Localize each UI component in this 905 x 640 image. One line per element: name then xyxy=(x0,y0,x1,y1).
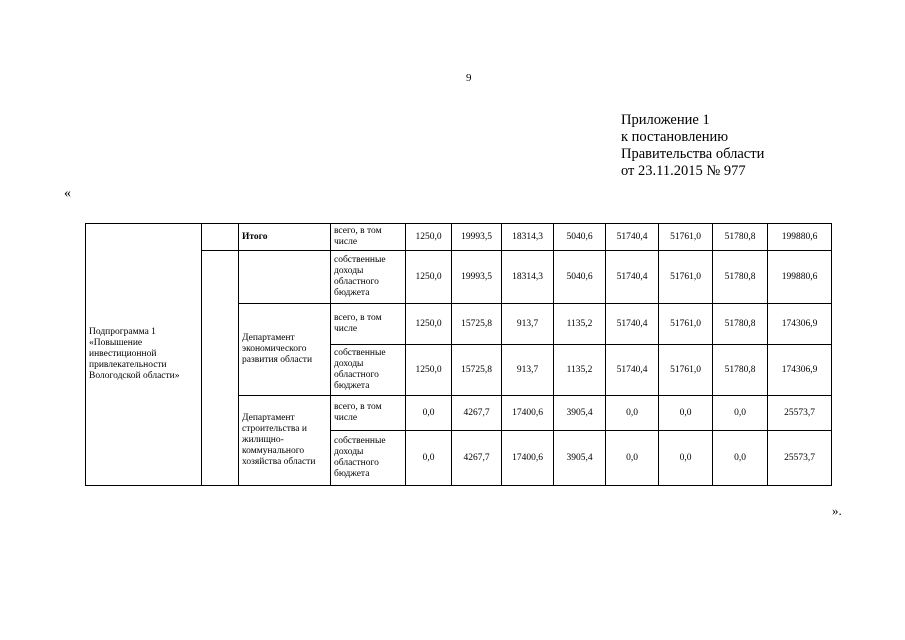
appendix-line-1: Приложение 1 xyxy=(621,112,710,128)
value-cell: 19993,5 xyxy=(452,251,502,304)
value-cell: 4267,7 xyxy=(452,396,502,431)
value-cell: 0,0 xyxy=(606,431,659,486)
value-cell: 25573,7 xyxy=(768,431,832,486)
appendix-line-4: от 23.11.2015 № 977 xyxy=(621,163,746,179)
value-cell: 25573,7 xyxy=(768,396,832,431)
value-cell: 18314,3 xyxy=(502,224,554,251)
value-cell: 18314,3 xyxy=(502,251,554,304)
value-cell: 17400,6 xyxy=(502,396,554,431)
value-cell: 17400,6 xyxy=(502,431,554,486)
value-cell: 51740,4 xyxy=(606,304,659,345)
value-cell: 0,0 xyxy=(713,431,768,486)
value-cell: 0,0 xyxy=(659,396,713,431)
value-cell: 913,7 xyxy=(502,304,554,345)
opening-quote-mark: « xyxy=(64,186,71,201)
value-cell: 51780,8 xyxy=(713,251,768,304)
total-label: Итого xyxy=(239,224,331,251)
appendix-header xyxy=(621,112,764,180)
value-cell: 5040,6 xyxy=(554,251,606,304)
value-cell: 1250,0 xyxy=(406,224,452,251)
value-cell: 51780,8 xyxy=(713,304,768,345)
value-cell: 51740,4 xyxy=(606,224,659,251)
value-cell: 913,7 xyxy=(502,345,554,396)
value-cell: 51761,0 xyxy=(659,345,713,396)
department-econ-cell: Департамент экономического развития области xyxy=(239,304,331,396)
source-label: собственные доходы областного бюджета xyxy=(331,345,406,396)
value-cell: 0,0 xyxy=(713,396,768,431)
value-cell: 199880,6 xyxy=(768,251,832,304)
value-cell: 3905,4 xyxy=(554,396,606,431)
value-cell: 15725,8 xyxy=(452,345,502,396)
source-label: всего, в том числе xyxy=(331,304,406,345)
appendix-line-2: к постановлению xyxy=(621,129,729,145)
funding-table xyxy=(85,223,832,486)
value-cell: 5040,6 xyxy=(554,224,606,251)
value-cell: 19993,5 xyxy=(452,224,502,251)
blank-cell xyxy=(239,251,331,304)
value-cell: 1250,0 xyxy=(406,251,452,304)
source-label: всего, в том числе xyxy=(331,396,406,431)
source-label: всего, в том числе xyxy=(331,224,406,251)
source-label: собственные доходы областного бюджета xyxy=(331,251,406,304)
value-cell: 174306,9 xyxy=(768,345,832,396)
blank-cell xyxy=(202,224,239,251)
value-cell: 51780,8 xyxy=(713,224,768,251)
value-cell: 1135,2 xyxy=(554,304,606,345)
appendix-line-3: Правительства области xyxy=(621,146,765,162)
value-cell: 4267,7 xyxy=(452,431,502,486)
value-cell: 199880,6 xyxy=(768,224,832,251)
subprogram-cell: Подпрограмма 1 «Повышение инвестиционной привлекательности Вологодской области» xyxy=(86,224,202,486)
value-cell: 15725,8 xyxy=(452,304,502,345)
page-number: 9 xyxy=(466,72,472,84)
value-cell: 3905,4 xyxy=(554,431,606,486)
blank-cell xyxy=(202,251,239,486)
value-cell: 51761,0 xyxy=(659,251,713,304)
value-cell: 51740,4 xyxy=(606,251,659,304)
department-constr-cell: Департамент строительства и жилищно-коммунального хозяйства области xyxy=(239,396,331,486)
value-cell: 0,0 xyxy=(406,396,452,431)
value-cell: 0,0 xyxy=(406,431,452,486)
value-cell: 174306,9 xyxy=(768,304,832,345)
value-cell: 51740,4 xyxy=(606,345,659,396)
value-cell: 1135,2 xyxy=(554,345,606,396)
value-cell: 0,0 xyxy=(659,431,713,486)
value-cell: 51780,8 xyxy=(713,345,768,396)
value-cell: 51761,0 xyxy=(659,224,713,251)
value-cell: 1250,0 xyxy=(406,304,452,345)
value-cell: 51761,0 xyxy=(659,304,713,345)
source-label: собственные доходы областного бюджета xyxy=(331,431,406,486)
closing-quote-mark: ». xyxy=(832,503,842,518)
value-cell: 1250,0 xyxy=(406,345,452,396)
table-row xyxy=(86,224,832,251)
value-cell: 0,0 xyxy=(606,396,659,431)
